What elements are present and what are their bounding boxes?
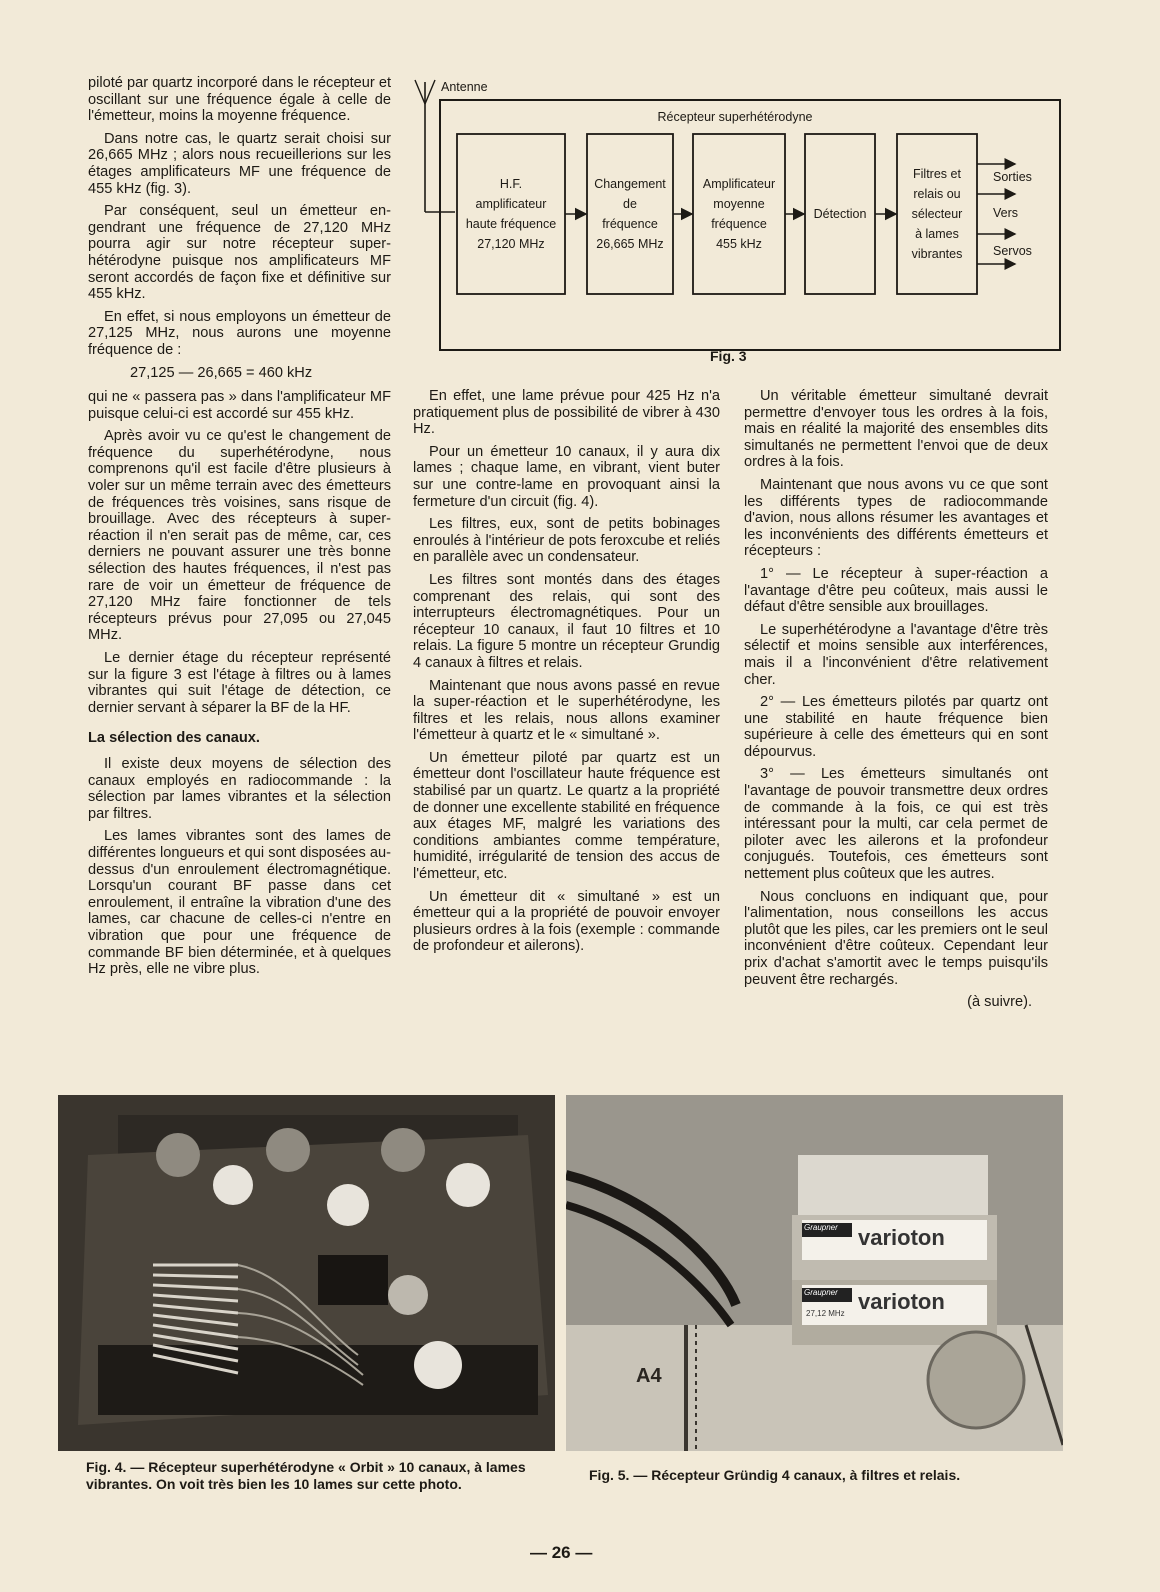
page-number: — 26 — [530, 1543, 593, 1562]
paragraph: 3° — Les émetteurs simultanés ont l'avantage de pouvoir transmettre deux ordres de commande à la fois, ce qui est très intéressant pour la multi, car cela permet de piloter avec les ailerons et la profondeur conjugués. Toutefois, ces émetteurs sont nettement plus coûteux que les autres. [744, 766, 1048, 883]
antenna-label: Antenne [441, 80, 488, 94]
paragraph: Dans notre cas, le quartz serait choisi sur 26,665 MHz ; alors nous recueillerions sur les étages amplificateurs MF une fréquence de 455 kHz (fig. 3). [88, 130, 391, 197]
paragraph: Un émetteur dit « simultané » est un émetteur qui a la propriété de pouvoir envoyer plusieurs ordres à la fois (exemple : commande de profondeur et ailerons). [413, 888, 720, 955]
block-text: à lames [915, 227, 959, 241]
paragraph: Les filtres sont montés dans des étages comprenant des relais, qui sont des interrupteurs électromagnétiques. Pour un récepteur 10 canaux, il faut 10 filtres et 10 relais. La figure 5 montre un récepteur Grundig 4 canaux à filtres et relais. [413, 571, 720, 671]
photo-grundig-receiver [566, 1095, 1063, 1451]
board-mark: A4 [636, 1365, 662, 1387]
figure-label: Fig. 3 [710, 348, 747, 364]
paragraph: qui ne « passera pas » dans l'amplificateur MF puisque celui-ci est accordé sur 455 kHz. [88, 389, 391, 422]
paragraph: Un émetteur piloté par quartz est un émetteur dont l'oscillateur haute fréquence est stabilisé par un quartz. Le quartz a la propriété de donner une excellente stabilité en fréquence aux étages MF, malgré les variations des conditions ambiantes comme température, humidité, irrégularité de tension des accus de l'émetteur, etc. [413, 749, 720, 883]
paragraph: Les lames vibrantes sont des lames de différentes longueurs et qui sont disposées au-dessus d'un enroulement électromagnétique. Lorsqu'un courant BF passe dans cet enroulement, il entraîne la vibration d'une des lames, car chacune de celles-ci n'entre en vibration que pour une fréquence de commande BF bien déterminée, et à quelques Hz près, elle ne vibre plus. [88, 828, 391, 978]
output-label: Sorties [993, 170, 1032, 184]
paragraph: Le superhétérodyne a l'avantage d'être très sélectif et moins sensible aux interférences, mais il a l'inconvénient d'être relativement cher. [744, 621, 1048, 688]
block-text: 27,120 MHz [477, 237, 545, 251]
block-detection-label [805, 134, 875, 294]
block-text: fréquence [602, 217, 658, 231]
photo-orbit-receiver [58, 1095, 555, 1451]
brand-label: Graupner [804, 1223, 838, 1232]
block-text: 26,665 MHz [596, 237, 664, 251]
paragraph: Après avoir vu ce qu'est le changement de fréquence du superhétérodyne, nous comprenons qu'il est facile d'être plusieurs à voler sur un même terrain avec des émetteurs de fréquences très voisines, sans risque de brouillage. Avec des récepteurs à super-réaction il n'en serait pas de même, car, ces derniers ne pouvant assurer une très bonne sélection des hautes fréquences, il n'est pas rare de voir un émetteur de fréquence de 27,120 MHz faire fonctionner de tels récepteurs prévus pour 27,095 ou 27,045 MHz. [88, 428, 391, 644]
text-column-2 [413, 388, 720, 961]
to-be-continued: (à suivre). [967, 994, 1032, 1011]
paragraph: Par conséquent, seul un émetteur engendrant une fréquence de 27,120 MHz pourra agir sur notre récepteur superhétérodyne puisque nos amplificateurs MF seront accordés de façon fixe et définitive sur 455 kHz. [88, 203, 391, 303]
block-diagram [405, 74, 1065, 374]
block-text: Filtres et [913, 167, 961, 181]
paragraph: Nous concluons en indiquant que, pour l'alimentation, nous conseillons les accus plutôt que les piles, car les premiers ont le seul inconvénient d'être coûteux. Cependant leur prix d'achat s'amortit avec le temps puisqu'ils peuvent être rechargés. [744, 888, 1048, 988]
paragraph: Maintenant que nous avons vu ce que sont les différents types de radiocommande d'avion, nous allons résumer les avantages et les inconvénients des différents émetteurs et récepteurs : [744, 476, 1048, 560]
paragraph: Le dernier étage du récepteur représenté sur la figure 3 est l'étage à filtres ou à lames vibrantes qui suit l'étage de détection, ce dernier servant à séparer la BF de la HF. [88, 650, 391, 716]
block-text: Changement [594, 177, 666, 191]
formula: 27,125 — 26,665 = 460 kHz [130, 364, 313, 381]
paragraph: piloté par quartz incorporé dans le récepteur et oscillant sur une fréquence égale à celle de l'émetteur, moins la moyenne fréquence. [88, 75, 391, 125]
paragraph: Il existe deux moyens de sélection des canaux employés en radiocommande : la sélection par lames vibrantes et la sélection par filtres. [88, 755, 391, 822]
paragraph: Pour un émetteur 10 canaux, il y aura dix lames ; chaque lame, en vibrant, vient buter sur une contre-lame en provoquant ainsi la fermeture d'un circuit (fig. 4). [413, 443, 720, 510]
block-text: moyenne [713, 197, 765, 211]
device-label: varioton [858, 1289, 945, 1314]
block-text: Détection [813, 207, 867, 221]
block-text: Amplificateur [702, 177, 776, 191]
figure-4-caption: Fig. 4. — Récepteur superhétérodyne « Orbit » 10 canaux, à lames vibrantes. On voit très bien les 10 lames sur cette photo. [86, 1459, 526, 1492]
figure-5-caption: Fig. 5. — Récepteur Gründig 4 canaux, à filtres et relais. [589, 1467, 961, 1483]
antenna-arm [425, 80, 435, 104]
paragraph: Un véritable émetteur simultané devrait permettre d'envoyer tous les ordres à la fois, mais en réalité la majorité des ensembles dits simultanés ne permettent l'envoi que de deux ordres à la fois. [744, 388, 1048, 471]
output-label: Servos [993, 244, 1032, 258]
paragraph: En effet, une lame prévue pour 425 Hz n'a pratiquement plus de possibilité de vibrer à 430 Hz. [413, 388, 720, 438]
block-text: H.F. [499, 177, 523, 191]
block-text: sélecteur [911, 207, 963, 221]
block-changement-label [587, 134, 673, 294]
frequency-label: 27,12 MHz [806, 1309, 845, 1318]
block-text: de [623, 197, 637, 211]
brand-label: Graupner [804, 1288, 838, 1297]
paragraph: En effet, si nous employons un émetteur de 27,125 MHz, nous aurons une moyenne fréquence de : [88, 308, 391, 358]
paragraph: 1° — Le récepteur à super-réaction a l'avantage d'être peu coûteux, mais aussi le défaut d'être sensible aux brouillages. [744, 565, 1048, 616]
receiver-photo-illustration [58, 1095, 555, 1451]
grundig-photo-illustration [566, 1095, 1063, 1451]
block-text: amplificateur [475, 197, 547, 211]
diagram-title: Récepteur superhétérodyne [657, 110, 813, 124]
paragraph: Maintenant que nous avons passé en revue la super-réaction et le superhétérodyne, les filtres et les relais, nous allons examiner l'émetteur à quartz et le « simultané ». [413, 677, 720, 744]
block-text: haute fréquence [465, 217, 557, 231]
block-ampli-label [693, 134, 785, 294]
block-filtres-label [897, 134, 977, 294]
output-label: Vers [993, 206, 1019, 220]
block-text: vibrantes [911, 247, 963, 261]
text-column-3 [744, 388, 1048, 1017]
block-text: relais ou [913, 187, 961, 201]
block-text: 455 kHz [716, 237, 762, 251]
paragraph: 2° — Les émetteurs pilotés par quartz ont une stabilité en haute fréquence bien supérieure à celle des émetteurs qui en sont dépourvus. [744, 694, 1048, 760]
section-heading: La sélection des canaux. [88, 730, 260, 747]
paragraph: Les filtres, eux, sont de petits bobinages enroulés à l'intérieur de pots feroxcube et reliés en parallèle avec un condensateur. [413, 516, 720, 566]
block-hf-label [457, 134, 565, 294]
block-text: fréquence [711, 217, 767, 231]
text-column-1 [88, 75, 391, 984]
device-label: varioton [858, 1225, 945, 1250]
antenna-arm [415, 80, 425, 104]
